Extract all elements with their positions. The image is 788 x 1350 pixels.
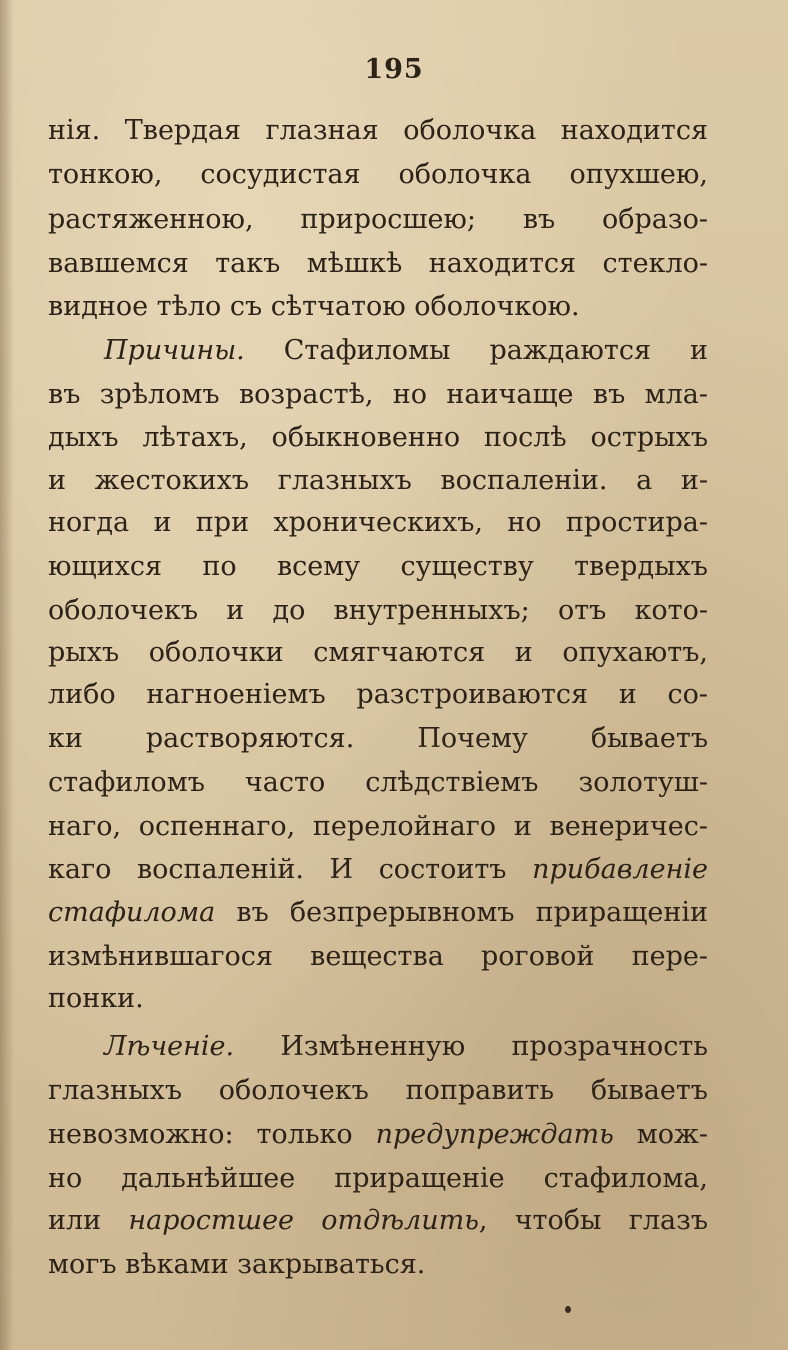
line-text: тонкою, сосудистая оболочка опухшею, xyxy=(48,159,708,190)
text-line xyxy=(48,982,708,1016)
line-text: ногда и при хроническихъ, но простира- xyxy=(48,507,708,538)
text-line xyxy=(48,158,708,192)
text-line xyxy=(48,636,708,670)
text-line xyxy=(48,1248,708,1282)
text-line xyxy=(48,896,708,930)
text-line xyxy=(48,1074,708,1108)
line-text: оболочекъ и до внутренныхъ; отъ кото- xyxy=(48,595,708,626)
text-line xyxy=(48,1118,708,1152)
line-text: Стафиломы раждаются и xyxy=(244,335,708,366)
line-text: рыхъ оболочки смягчаются и опухаютъ, xyxy=(48,637,708,668)
section-heading-prichiny: Причины. xyxy=(104,335,245,366)
line-text: ющихся по всему существу твердыхъ xyxy=(48,551,708,582)
line-text: но дальнѣйшее приращеніе стафилома, xyxy=(48,1163,708,1194)
text-line xyxy=(48,290,708,324)
line-text: и жестокихъ глазныхъ воспаленіи. а и- xyxy=(48,465,708,496)
italic-term: стафилома xyxy=(48,897,216,928)
text-line xyxy=(48,766,708,800)
line-text: измѣнившагося вещества роговой пере- xyxy=(48,941,708,972)
page-edge-shadow xyxy=(0,0,14,1350)
text-line xyxy=(48,1162,708,1196)
line-text: могъ вѣками закрываться. xyxy=(48,1249,426,1280)
italic-term: предупреждать xyxy=(375,1119,614,1150)
line-text: глазныхъ оболочекъ поправить бываетъ xyxy=(48,1075,708,1106)
italic-term: наростшее отдѣлить xyxy=(128,1205,479,1236)
line-text: Измѣненную прозрачность xyxy=(234,1031,708,1062)
text-line xyxy=(48,247,708,281)
line-text: наго, оспеннаго, перелойнаго и венеричес- xyxy=(48,811,708,842)
section-heading-lechenie: Лѣченіе. xyxy=(104,1031,235,1062)
text-line xyxy=(48,421,708,455)
line-text: понки. xyxy=(48,983,144,1014)
line-text: каго воспаленій. И состоитъ xyxy=(48,854,533,885)
line-text: стафиломъ часто слѣдствіемъ золотуш- xyxy=(48,767,708,798)
line-text: ки растворяются. Почему бываетъ xyxy=(48,723,708,754)
text-line xyxy=(48,114,708,148)
text-line xyxy=(48,378,708,412)
text-line xyxy=(48,722,708,756)
line-text: въ зрѣломъ возрастѣ, но наичаще въ мла- xyxy=(48,379,708,410)
text-line xyxy=(48,1204,708,1238)
paragraph-start-line xyxy=(104,334,708,368)
text-line xyxy=(48,853,708,887)
line-text: вавшемся такъ мѣшкѣ находится стекло- xyxy=(48,248,708,279)
line-text: въ безпрерывномъ приращеніи xyxy=(215,897,708,928)
text-line xyxy=(48,464,708,498)
ink-speck xyxy=(565,1306,571,1313)
page-number: 195 xyxy=(364,54,424,85)
line-text: растяженною, приросшею; въ образо- xyxy=(48,204,708,235)
text-line xyxy=(48,940,708,974)
text-line xyxy=(48,506,708,540)
text-line xyxy=(48,594,708,628)
line-text: дыхъ лѣтахъ, обыкновенно послѣ острыхъ xyxy=(48,422,708,453)
text-line xyxy=(48,810,708,844)
line-text: невозможно: только xyxy=(48,1119,376,1150)
italic-term: прибавленіе xyxy=(532,854,708,885)
line-text: или xyxy=(48,1205,129,1236)
line-text: мож- xyxy=(613,1119,708,1150)
text-line xyxy=(48,203,708,237)
line-text: либо нагноеніемъ разстроиваются и со- xyxy=(48,679,708,710)
text-line xyxy=(48,550,708,584)
line-text: видное тѣло съ сѣтчатою оболочкою. xyxy=(48,291,580,322)
text-line xyxy=(48,678,708,712)
line-text: нія. Твердая глазная оболочка находится xyxy=(48,115,708,146)
paragraph-start-line xyxy=(104,1030,708,1064)
line-text: , чтобы глазъ xyxy=(478,1205,708,1236)
